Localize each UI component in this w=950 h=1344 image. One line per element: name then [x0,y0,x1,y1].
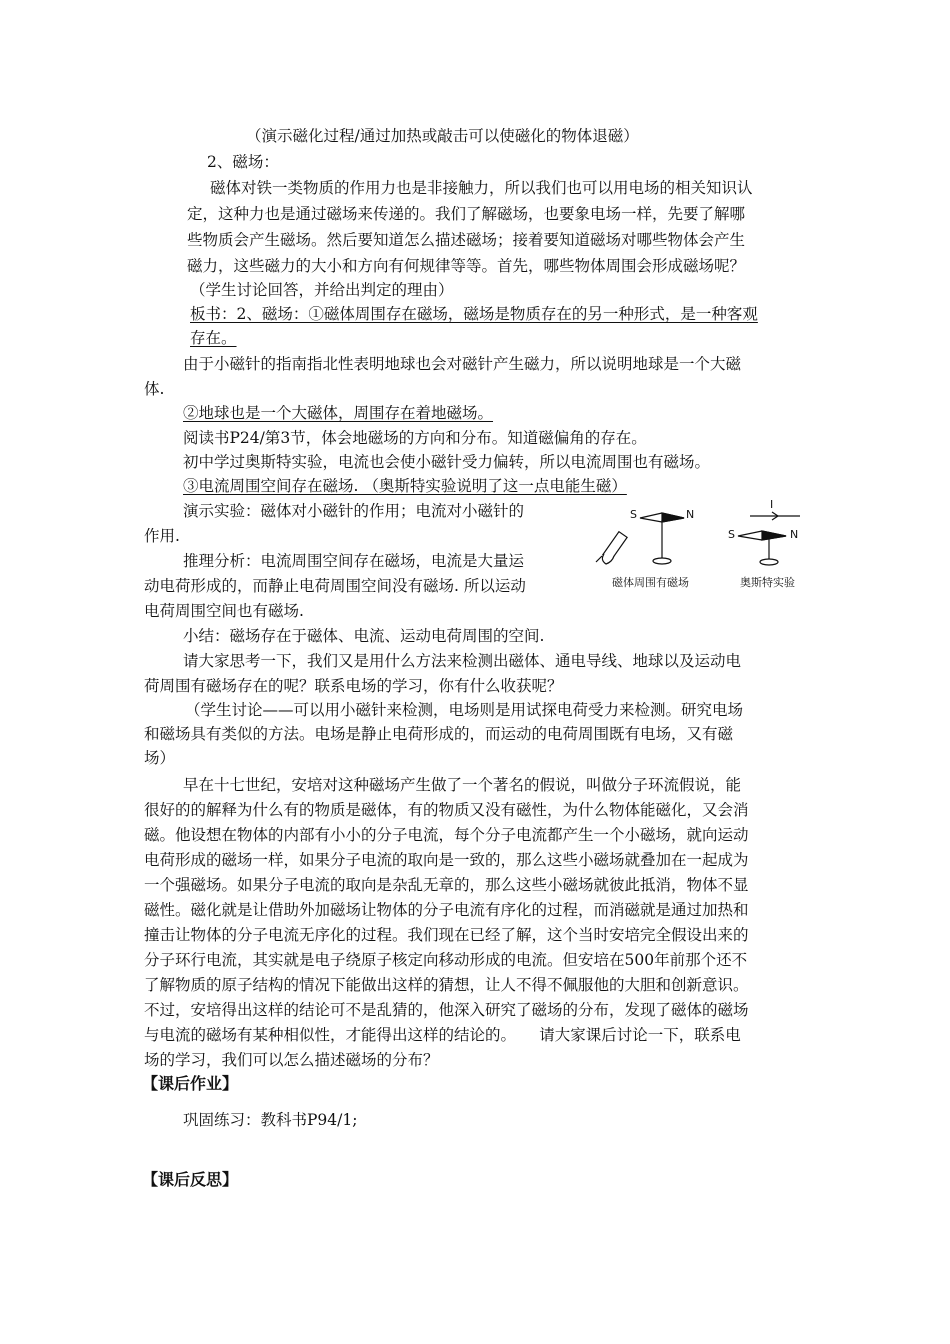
section-heading-magnetic-field: 2、磁场： [207,153,279,171]
paragraph-line: 早在十七世纪，安培对这种磁场产生做了一个著名的假说，叫做分子环流假说，能 [183,776,742,794]
board-note-line: 存在。 [190,329,237,347]
paragraph-line: 磁。他设想在物体的内部有小小的分子电流，每个分子电流都产生一个小磁场，就向运动 [144,826,749,844]
paragraph-line: 请大家思考一下，我们又是用什么方法来检测出磁体、通电导线、地球以及运动电 [183,652,742,670]
reflection-heading: 【课后反思】 [142,1170,239,1189]
paragraph-line: 电荷周围空间也有磁场. [144,602,304,620]
label-n-right: N [790,528,799,541]
paragraph-line: 电荷形成的磁场一样，如果分子电流的取向是一致的，那么这些小磁场就叠加在一起成为 [144,851,749,869]
label-s-left: S [630,508,637,521]
board-note-line: ②地球也是一个大磁体，周围存在着地磁场。 [183,404,494,422]
board-note-line: 板书：2、磁场：①磁体周围存在磁场，磁场是物质存在的另一种形式，是一种客观 [190,305,758,323]
caption-magnet-field: 磁体周围有磁场 [612,576,689,589]
paragraph-line: 作用. [144,527,180,545]
compass-needle-left [640,513,684,564]
paragraph-line: 场） [144,749,176,767]
paragraph-line: 很好的的解释为什么有的物质是磁体，有的物质又没有磁性，为什么物体能磁化，又会消 [144,801,749,819]
paragraph-line: 推理分析：电流周围空间存在磁场，电流是大量运 [183,552,525,570]
paragraph-line: 磁体对铁一类物质的作用力也是非接触力，所以我们也可以用电场的相关知识认 [210,179,753,197]
bar-magnet-icon [596,532,627,564]
paragraph-line: 定，这种力也是通过磁场来传递的。我们了解磁场，也要象电场一样，先要了解哪 [187,205,746,223]
board-note-line: ③电流周围空间存在磁场. （奥斯特实验说明了这一点电能生磁） [183,477,627,495]
paragraph-line: 体. [144,380,165,398]
paragraph-line: （学生讨论——可以用小磁针来检测，电场则是用试探电荷受力来检测。研究电场 [185,701,744,719]
paragraph-line: 动电荷形成的，而静止电荷周围空间没有磁场. 所以运动 [144,577,526,595]
caption-oersted-experiment: 奥斯特实验 [740,576,795,589]
label-i-right: I [770,498,774,511]
paragraph-line: 与电流的磁场有某种相似性，才能得出这样的结论的。 请大家课后讨论一下，联系电 [144,1026,741,1044]
label-n-left: N [686,508,695,521]
demo-note: （演示磁化过程/通过加热或敲击可以使磁化的物体退磁） [246,127,639,145]
paragraph-line: 些物质会产生磁场。然后要知道怎么描述磁场；接着要知道磁场对哪些物体会产生 [187,231,746,249]
paragraph-line: （学生讨论回答，并给出判定的理由） [190,281,454,299]
paragraph-line: 了解物质的原子结构的情况下能做出这样的猜想，让人不得不佩服他的大胆和创新意识。 [144,976,749,994]
paragraph-line: 磁力，这些磁力的大小和方向有何规律等等。首先，哪些物体周围会形成磁场呢？ [187,257,746,275]
compass-needle-right [738,531,786,565]
paragraph-line: 初中学过奥斯特实验，电流也会使小磁针受力偏转，所以电流周围也有磁场。 [183,453,711,471]
paragraph-line: 荷周围有磁场存在的呢？联系电场的学习，你有什么收获呢？ [144,677,563,695]
label-s-right: S [728,528,735,541]
paragraph-line: 不过，安培得出这样的结论可不是乱猜的，他深入研究了磁场的分布，发现了磁体的磁场 [144,1001,749,1019]
paragraph-line: 由于小磁针的指南指北性表明地球也会对磁针产生磁力，所以说明地球是一个大磁 [183,355,742,373]
paragraph-line: 一个强磁场。如果分子电流的取向是杂乱无章的，那么这些小磁场就彼此抵消，物体不显 [144,876,749,894]
paragraph-line: 场的学习，我们可以怎么描述磁场的分布？ [144,1051,439,1069]
paragraph-line: 和磁场具有类似的方法。电场是静止电荷形成的，而运动的电荷周围既有电场，又有磁 [144,725,734,743]
paragraph-line: 磁性。磁化就是让借助外加磁场让物体的分子电流有序化的过程，而消磁就是通过加热和 [144,901,749,919]
homework-item: 巩固练习：教科书P94/1; [183,1111,358,1129]
paragraph-line: 分子环行电流，其实就是电子绕原子核定向移动形成的电流。但安培在500年前那个还不 [144,951,748,969]
current-wire-icon [750,512,800,520]
paragraph-line: 演示实验：磁体对小磁针的作用；电流对小磁针的 [183,502,525,520]
paragraph-line: 阅读书P24/第3节，体会地磁场的方向和分布。知道磁偏角的存在。 [183,429,647,447]
summary-line: 小结：磁场存在于磁体、电流、运动电荷周围的空间. [183,627,545,645]
paragraph-line: 撞击让物体的分子电流无序化的过程。我们现在已经了解，这个当时安培完全假设出来的 [144,926,749,944]
magnetic-field-figure [590,496,840,596]
homework-heading: 【课后作业】 [142,1074,239,1093]
